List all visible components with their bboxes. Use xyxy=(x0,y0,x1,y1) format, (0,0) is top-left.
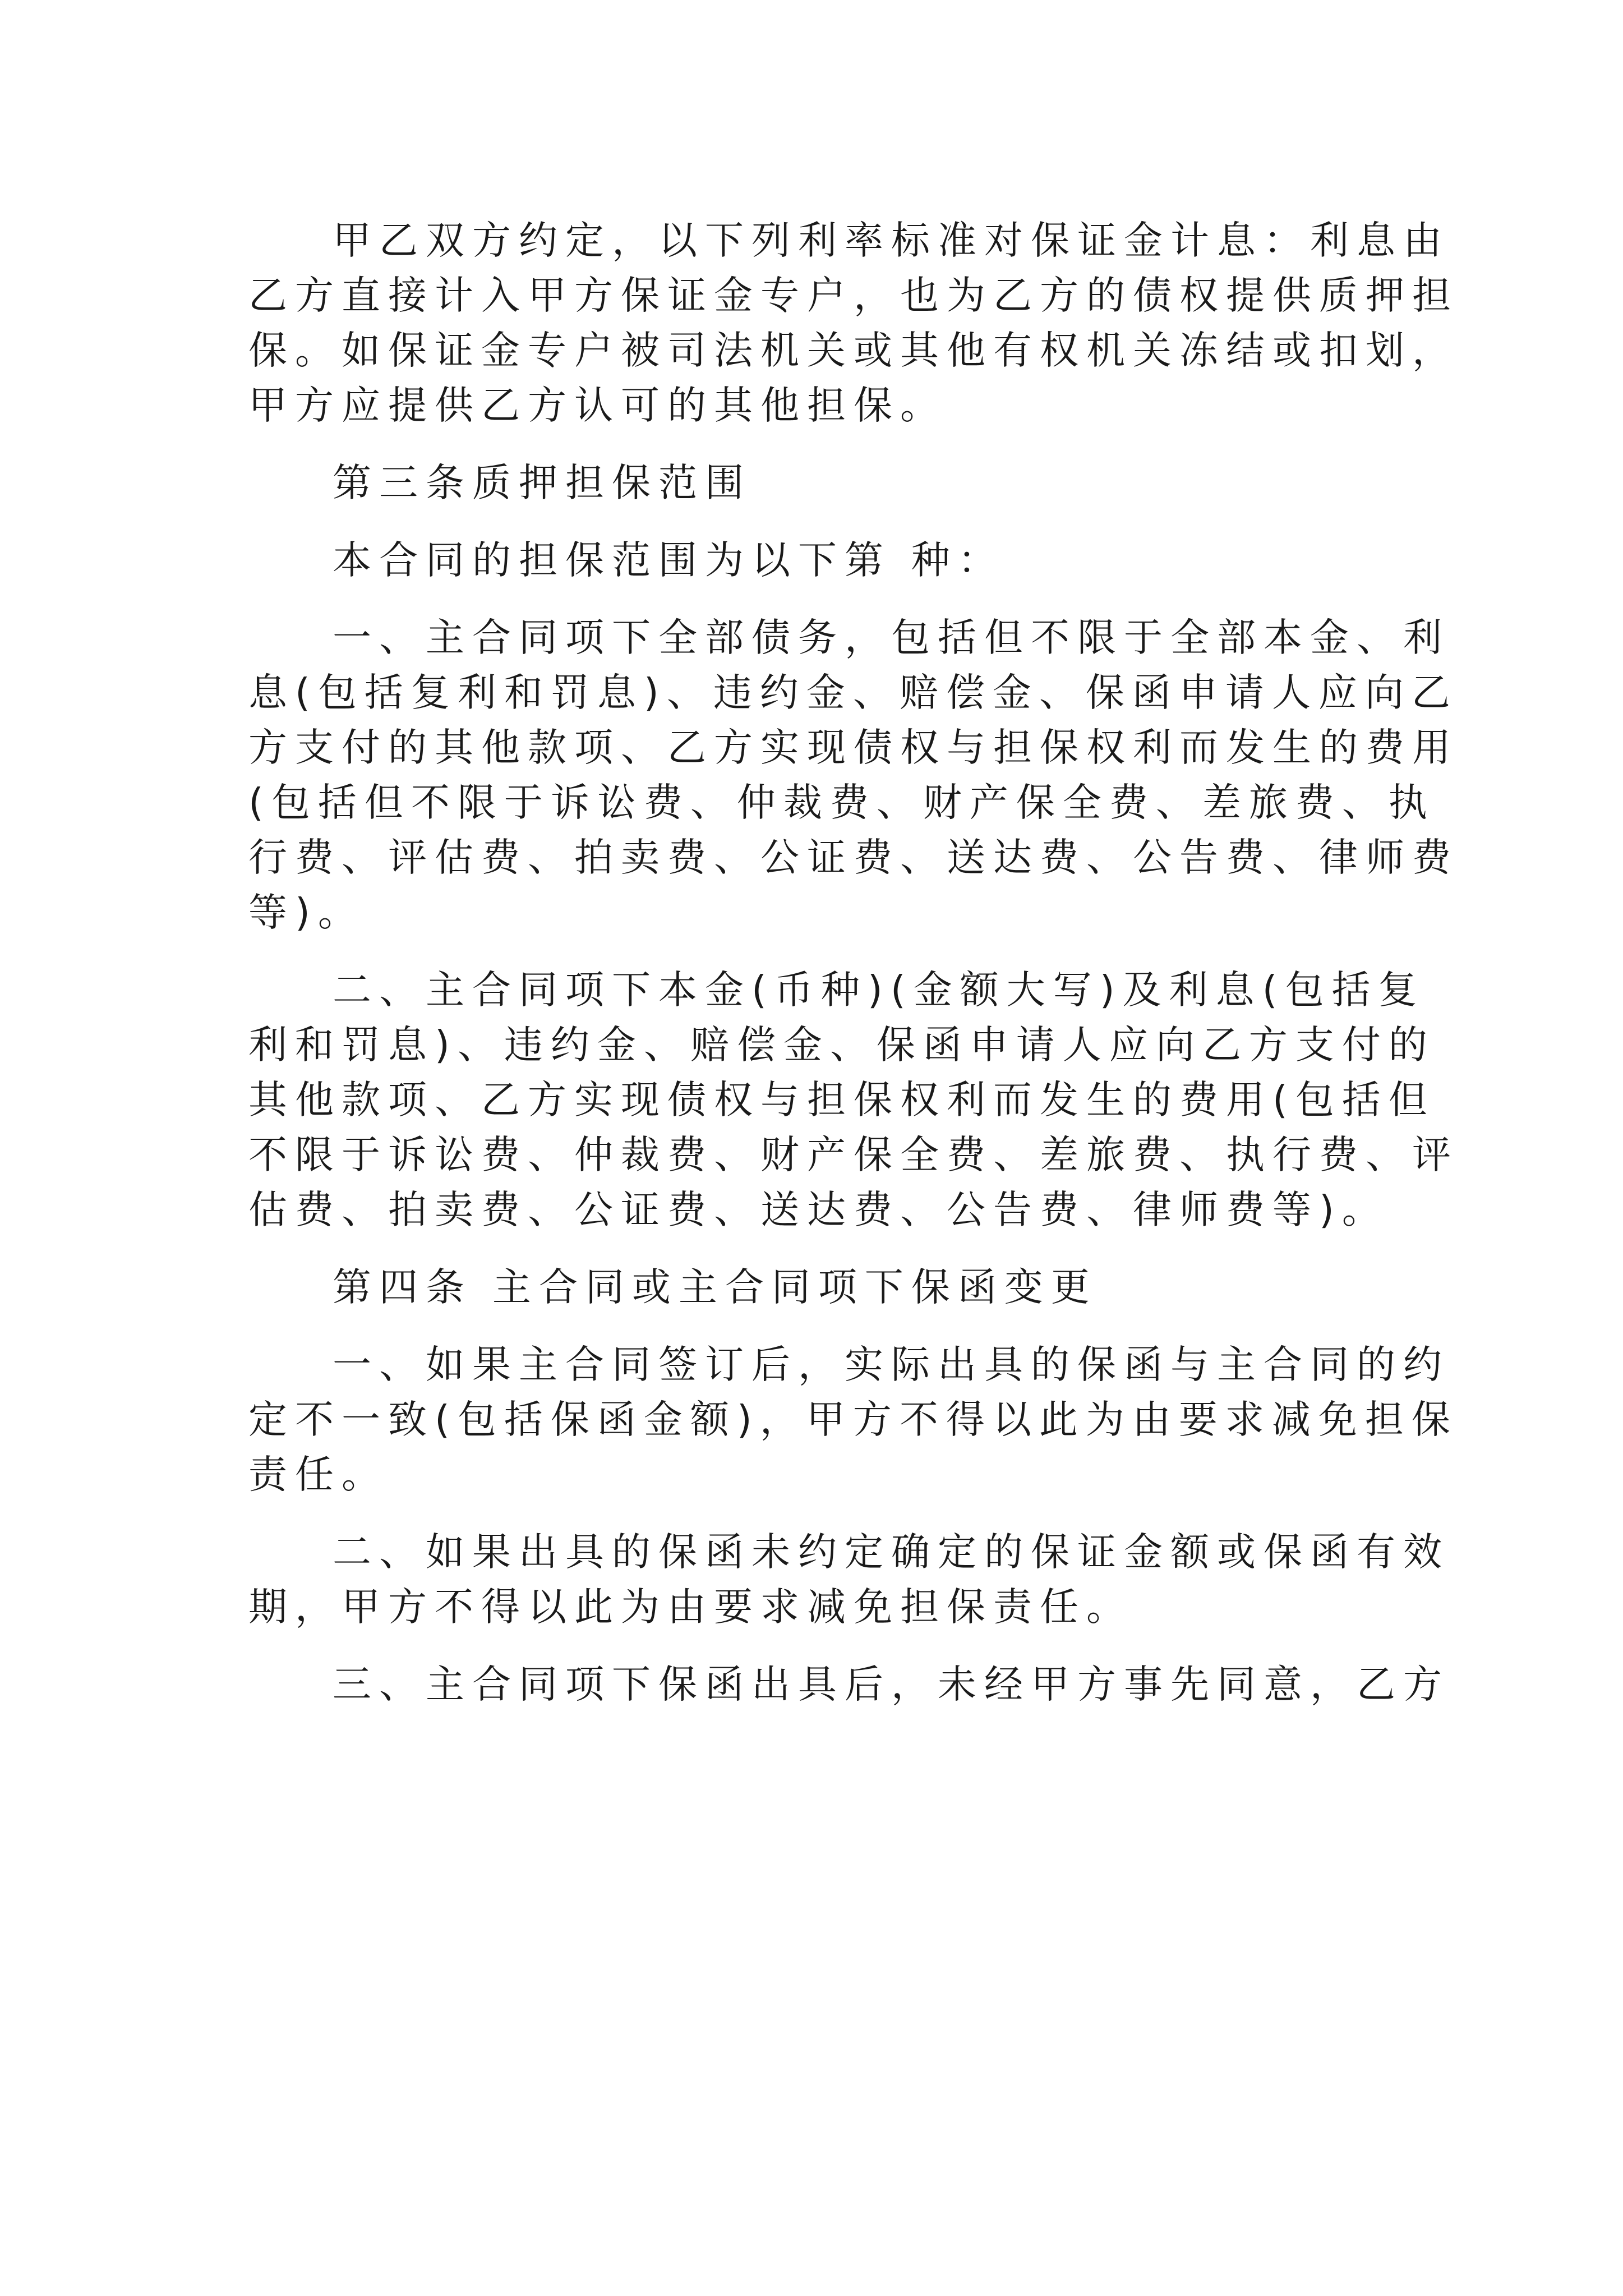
article-3-heading xyxy=(248,455,1376,510)
text-line: 一、如果主合同签订后，实际出具的保函与主合同的约 xyxy=(333,1342,1450,1387)
paragraph-scope-option-2 xyxy=(248,963,1459,1237)
paragraph-scope-option-1 xyxy=(248,610,1459,940)
text-line: 本合同的担保范围为以下第 种： xyxy=(333,538,1004,583)
text-line: 乙方直接计入甲方保证金专户，也为乙方的债权提供质押担 xyxy=(248,273,1459,318)
text-line: (包括但不限于诉讼费、仲裁费、财产保全费、差旅费、执 xyxy=(248,780,1435,825)
paragraph-change-1 xyxy=(248,1337,1458,1502)
text-line: 二、主合同项下本金(币种)(金额大写)及利息(包括复 xyxy=(333,968,1425,1013)
text-line: 责任。 xyxy=(248,1452,388,1497)
article-4-heading xyxy=(248,1260,1376,1315)
paragraph-interest-on-deposit xyxy=(248,213,1459,433)
heading-text: 第三条质押担保范围 xyxy=(333,461,751,505)
text-line: 息(包括复利和罚息)、违约金、赔偿金、保函申请人应向乙 xyxy=(248,670,1458,715)
text-line: 定不一致(包括保函金额)，甲方不得以此为由要求减免担保 xyxy=(248,1397,1458,1442)
text-line: 二、如果出具的保函未约定确定的保证金额或保函有效 xyxy=(333,1530,1450,1575)
text-line: 保。如保证金专户被司法机关或其他有权机关冻结或扣划， xyxy=(248,328,1459,373)
paragraph-change-2 xyxy=(248,1525,1450,1635)
text-line: 甲乙双方约定，以下列利率标准对保证金计息：利息由 xyxy=(333,218,1450,263)
text-line: 估费、拍卖费、公证费、送达费、公告费、律师费等)。 xyxy=(248,1188,1389,1232)
text-line: 方支付的其他款项、乙方实现债权与担保权利而发生的费用 xyxy=(248,725,1459,770)
paragraph-change-3 xyxy=(248,1657,1450,1712)
heading-text: 第四条 主合同或主合同项下保函变更 xyxy=(333,1265,1098,1310)
text-line: 利和罚息)、违约金、赔偿金、保函申请人应向乙方支付的 xyxy=(248,1023,1435,1068)
text-line: 一、主合同项下全部债务，包括但不限于全部本金、利 xyxy=(333,615,1450,660)
text-line: 行费、评估费、拍卖费、公证费、送达费、公告费、律师费 xyxy=(248,835,1459,880)
paragraph-scope-intro xyxy=(248,533,1376,588)
text-line: 不限于诉讼费、仲裁费、财产保全费、差旅费、执行费、评 xyxy=(248,1133,1459,1177)
text-line: 其他款项、乙方实现债权与担保权利而发生的费用(包括但 xyxy=(248,1078,1435,1122)
text-line: 甲方应提供乙方认可的其他担保。 xyxy=(248,383,947,428)
text-line: 期，甲方不得以此为由要求减免担保责任。 xyxy=(248,1585,1133,1630)
document-page xyxy=(248,213,1459,1734)
text-line: 等)。 xyxy=(248,890,365,935)
text-line: 三、主合同项下保函出具后，未经甲方事先同意，乙方 xyxy=(333,1662,1450,1707)
